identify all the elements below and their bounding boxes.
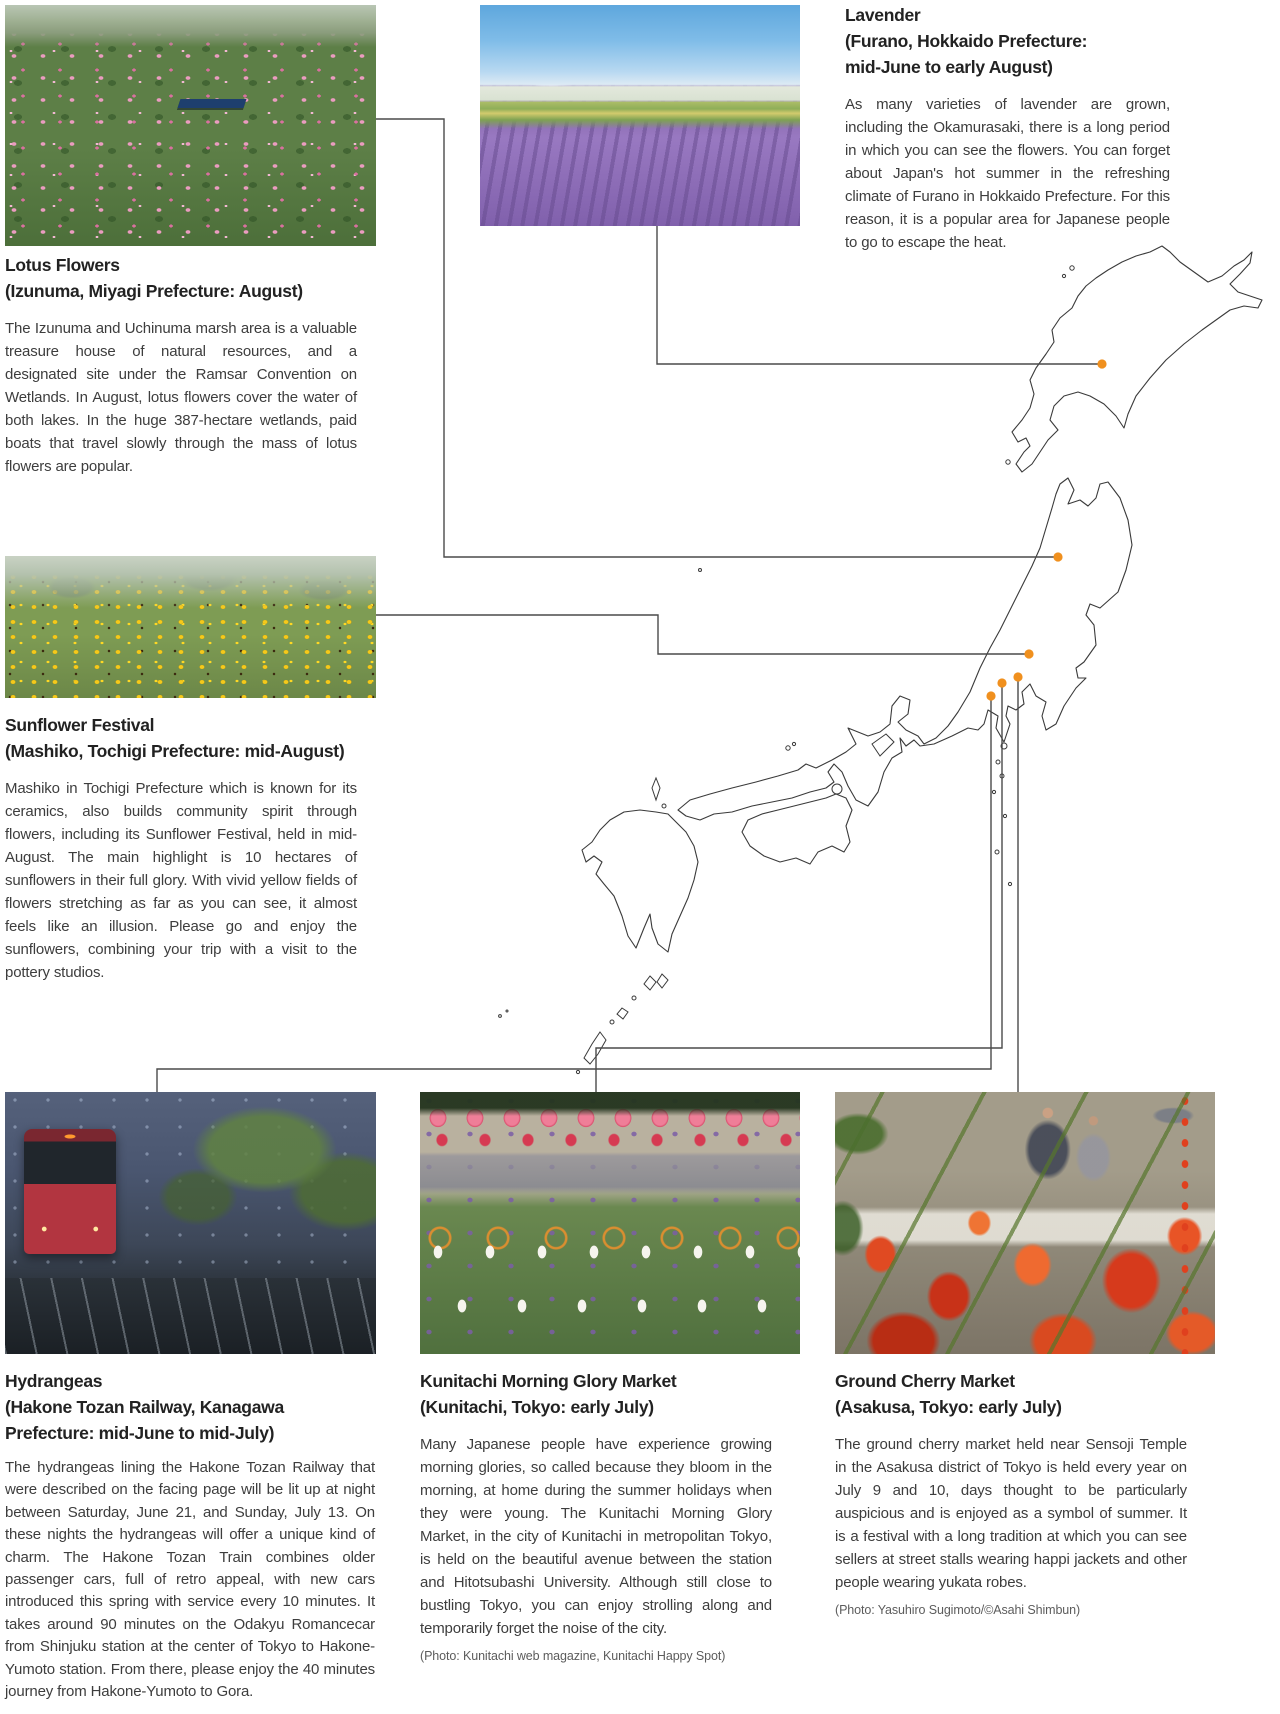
ground-cherry-title: Ground Cherry Market (835, 1371, 1015, 1391)
ground-cherry-location: (Asakusa, Tokyo: early July) (835, 1397, 1062, 1417)
morning-glory-market-photo (420, 1092, 800, 1354)
sunflower-connector-line (376, 615, 1029, 654)
kunitachi-connector-line (596, 683, 1002, 1092)
lavender-field-photo (480, 5, 800, 226)
hydrangeas-location: (Hakone Tozan Railway, Kanagawa Prefecture: mid-June to mid-July) (5, 1397, 284, 1443)
lotus-body: The Izunuma and Uchinuma marsh area is a valuable treasure house of natural resources, and a designated site under the Ramsar Convention on Wetlands. In August, lotus flowers cover the water of both lakes. In the huge 387-hectare wetlands, paid boats that travel slowly through the mass of lotus flowers are popular. (5, 320, 357, 475)
section-sunflower (5, 712, 357, 984)
map-marker-furano-lavender (1097, 359, 1106, 368)
lotus-title: Lotus Flowers (5, 255, 120, 275)
map-marker-mashiko-sunflower (1024, 649, 1033, 658)
lotus-location: (Izunuma, Miyagi Prefecture: August) (5, 281, 303, 301)
kunitachi-title: Kunitachi Morning Glory Market (420, 1371, 677, 1391)
map-marker-kunitachi-morning-glory (997, 678, 1006, 687)
sunflower-body: Mashiko in Tochigi Prefecture which is known for its ceramics, also builds community spirit through flowers, including its Sunflower Festival, held in mid-August. The main highlight is 10 hectares of sunflowers in their full glory. With vivid yellow fields of flowers stretching as far as you can see, it almost feels like an illusion. Please go and enjoy the sunflowers, combining your trip with a visit to the pottery studios. (5, 780, 357, 981)
hydrangeas-title: Hydrangeas (5, 1371, 103, 1391)
kunitachi-photo-credit: (Photo: Kunitachi web magazine, Kunitachi Happy Spot) (420, 1649, 726, 1663)
sunflower-location: (Mashiko, Tochigi Prefecture: mid-August) (5, 741, 345, 761)
lavender-location: (Furano, Hokkaido Prefecture: mid-June to early August) (845, 31, 1088, 77)
map-marker-izunuma-lotus (1053, 552, 1062, 561)
ground-cherry-body: The ground cherry market held near Sensoji Temple in the Asakusa district of Tokyo is held every year on July 9 and 10, days thought to be particularly auspicious and is enjoyed as a symbol of summer. It is a festival with a long tradition at which you can see sellers at street stalls wearing happi jackets and other people wearing yukata robes. (835, 1436, 1187, 1591)
section-hydrangeas (5, 1368, 375, 1703)
ground-cherry-market-photo (835, 1092, 1215, 1354)
section-lavender (845, 0, 1170, 254)
map-marker-asakusa-ground-cherry (1013, 672, 1022, 681)
hydrangea-train-photo (5, 1092, 376, 1354)
ground-cherry-photo-credit: (Photo: Yasuhiro Sugimoto/©Asahi Shimbun) (835, 1603, 1081, 1617)
hydrangeas-body: The hydrangeas lining the Hakone Tozan Railway that were described on the facing page will be lit up at night between Saturday, June 21, and Sunday, July 13. On these nights the hydrangeas will offer a unique kind of charm. The Hakone Tozan Train combines older passenger cars, full of retro appeal, with new cars introduced this spring with service every 10 minutes. It takes around 90 minutes on the Odakyu Romancecar from Shinjuku station at the center of Tokyo to Hakone-Yumoto station. From there, please enjoy the 40 minutes journey from Hakone-Yumoto to Gora. (5, 1459, 375, 1701)
kunitachi-body: Many Japanese people have experience growing morning glories, so called because they bloom in the morning, at home during the summer holidays when they were young. The Kunitachi Morning Glory Market, in the city of Kunitachi in metropolitan Tokyo, is held on the beautiful avenue between the station and Hitotsubashi University. Although still close to bustling Tokyo, you can enjoy strolling along and temporarily forget the noise of the city. (420, 1436, 772, 1637)
lavender-body: As many varieties of lavender are grown, including the Okamurasaki, there is a long period in which you can see the flowers. You can forget about Japan's hot summer in the refreshing climate of Furano in Hokkaido Prefecture. For this reason, it is a popular area for Japanese people to go to escape the heat. (845, 96, 1170, 251)
lavender-title: Lavender (845, 5, 921, 25)
section-lotus (5, 252, 357, 478)
kunitachi-location: (Kunitachi, Tokyo: early July) (420, 1397, 654, 1417)
section-ground-cherry (835, 1368, 1187, 1617)
sunflower-field-photo (5, 556, 376, 698)
lotus-field-photo (5, 5, 376, 246)
section-kunitachi (420, 1368, 772, 1663)
japan-map-outline (499, 246, 1262, 1074)
sunflower-title: Sunflower Festival (5, 715, 155, 735)
map-marker-hakone-hydrangea (986, 691, 995, 700)
